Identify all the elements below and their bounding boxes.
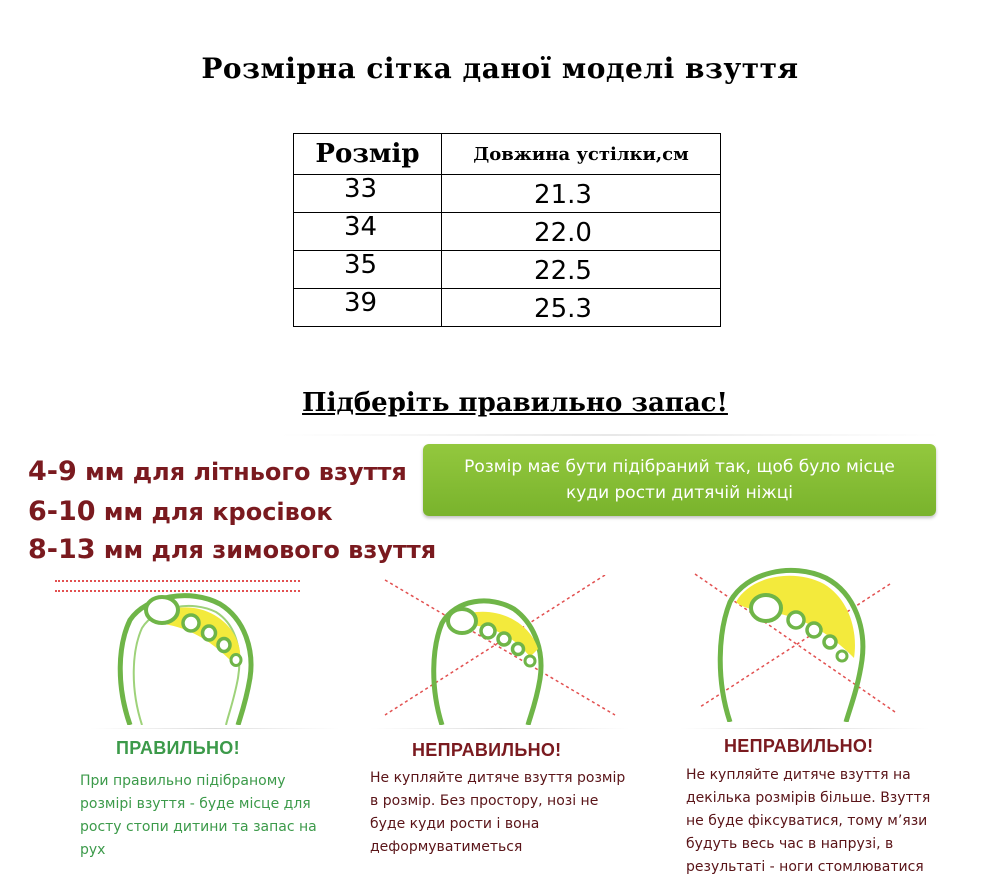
- size-cell: 34: [294, 213, 442, 251]
- foot-too-small-icon: [380, 575, 620, 725]
- size-cell: 33: [294, 175, 442, 213]
- table-header-row: [294, 134, 721, 175]
- description-line: розмірі взуття - буде місце для: [80, 796, 311, 812]
- divider: [90, 728, 340, 729]
- allowance-sneakers: [28, 496, 333, 527]
- allowance-range: 8-13: [28, 534, 96, 565]
- length-cell: 22.5: [442, 251, 721, 289]
- description-line: При правильно підібраному: [80, 773, 286, 789]
- section-subtitle: Підберіть правильно запас!: [302, 388, 728, 418]
- allowance-range: 6-10: [28, 496, 96, 527]
- description-incorrect-small: [370, 767, 625, 859]
- foot-too-big-icon: [690, 562, 900, 722]
- column-header-size: Розмір: [294, 134, 442, 175]
- dotted-guide: [55, 580, 300, 582]
- description-line: росту стопи дитини та запас на: [80, 819, 317, 835]
- allowance-range: 4-9: [28, 456, 77, 487]
- description-line: будуть весь час в напрузі, в: [686, 836, 894, 852]
- length-cell: 25.3: [442, 289, 721, 327]
- allowance-summer: [28, 456, 407, 487]
- tip-banner: [423, 444, 936, 516]
- description-line: Не купляйте дитяче взуття на: [686, 767, 911, 783]
- length-cell: 21.3: [442, 175, 721, 213]
- tip-line: Розмір має бути підібраний так, щоб було місце: [464, 457, 895, 477]
- tip-line: куди рости дитячій ніжці: [565, 483, 794, 503]
- description-line: результаті - ноги стомлюватися: [686, 859, 924, 875]
- description-incorrect-big: [686, 764, 930, 879]
- description-line: рух: [80, 842, 106, 858]
- description-line: не буде фіксуватися, тому м’язи: [686, 813, 928, 829]
- table-row: [294, 175, 721, 213]
- label-incorrect-big: НЕПРАВИЛЬНО!: [724, 736, 874, 756]
- description-line: деформуватиметься: [370, 839, 523, 855]
- allowance-text: мм для зимового взуття: [95, 536, 437, 564]
- description-line: буде куди рости і вона: [370, 816, 540, 832]
- foot-correct-icon: [112, 590, 262, 725]
- label-incorrect-small: НЕПРАВИЛЬНО!: [412, 740, 562, 760]
- allowance-text: мм для літнього взуття: [76, 458, 407, 486]
- size-cell: 39: [294, 289, 442, 327]
- page-title: Розмірна сітка даної моделі взуття: [201, 52, 799, 85]
- size-table: [293, 133, 721, 327]
- description-line: Не купляйте дитяче взуття розмір: [370, 770, 626, 786]
- allowance-winter: [28, 534, 436, 565]
- description-correct: [80, 770, 317, 862]
- table-row: [294, 251, 721, 289]
- description-line: декілька розмірів більше. Взуття: [686, 790, 931, 806]
- divider: [280, 434, 940, 436]
- divider: [370, 728, 630, 729]
- length-cell: 22.0: [442, 213, 721, 251]
- table-row: [294, 213, 721, 251]
- column-header-insole-length: Довжина устілки,см: [442, 134, 721, 175]
- description-line: в розмір. Без простору, нозі не: [370, 793, 599, 809]
- size-cell: 35: [294, 251, 442, 289]
- divider: [680, 728, 930, 729]
- table-row: [294, 289, 721, 327]
- label-correct: ПРАВИЛЬНО!: [116, 738, 240, 758]
- allowance-text: мм для кросівок: [95, 498, 333, 526]
